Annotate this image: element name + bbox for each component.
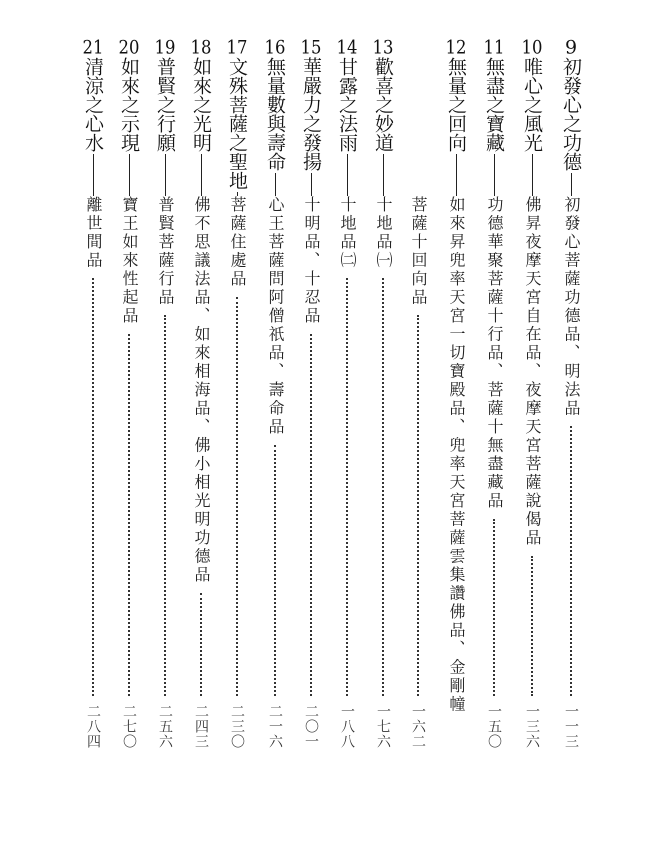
dot-leader bbox=[417, 315, 419, 696]
toc-entry bbox=[80, 38, 106, 696]
toc-entry bbox=[298, 38, 324, 696]
chapter-title bbox=[81, 38, 105, 152]
dot-leader bbox=[128, 334, 130, 697]
chapter-number: 11 bbox=[483, 38, 505, 57]
page-number: 一八八 bbox=[339, 704, 355, 749]
dot-leader bbox=[346, 278, 348, 696]
chapter-subtitle: 十地品㈠ bbox=[374, 196, 393, 270]
chapter-title-text: 甘露之法雨 bbox=[336, 57, 358, 152]
chapter-title bbox=[444, 38, 468, 152]
chapter-title bbox=[559, 38, 583, 171]
chapter-subtitle-continued: 菩薩十回向品 bbox=[409, 196, 428, 307]
dash-line bbox=[311, 173, 312, 196]
toc-entry bbox=[558, 38, 584, 696]
dash-line bbox=[532, 154, 533, 196]
page-number: 二八四 bbox=[85, 704, 101, 749]
dash-line bbox=[347, 154, 348, 196]
chapter-title bbox=[299, 38, 323, 171]
dash-line bbox=[165, 154, 166, 196]
toc-entry bbox=[224, 38, 250, 696]
chapter-title-text: 清涼之心水 bbox=[82, 57, 104, 152]
page-number: 一六二 bbox=[410, 704, 426, 749]
dot-leader bbox=[164, 315, 166, 696]
chapter-title bbox=[117, 38, 141, 152]
chapter-subtitle: 普賢菩薩行品 bbox=[156, 196, 175, 307]
chapter-subtitle: 功德華聚菩薩十行品、菩薩十無盡藏品 bbox=[485, 196, 504, 511]
chapter-title bbox=[153, 38, 177, 152]
chapter-number: 16 bbox=[264, 38, 286, 57]
dot-leader bbox=[200, 593, 202, 697]
chapter-title-text: 初發心之功德 bbox=[560, 57, 582, 171]
page-number: 二三〇 bbox=[229, 704, 245, 749]
dash-line bbox=[494, 154, 495, 196]
dot-leader bbox=[382, 278, 384, 696]
chapter-title-text: 如來之示現 bbox=[118, 57, 140, 152]
chapter-subtitle: 心王菩薩問阿僧祇品、壽命品 bbox=[266, 196, 285, 437]
chapter-number: 10 bbox=[521, 38, 543, 57]
dot-leader bbox=[92, 278, 94, 696]
chapter-subtitle: 離世間品 bbox=[84, 196, 103, 270]
dot-leader bbox=[274, 445, 276, 697]
chapter-title bbox=[335, 38, 359, 152]
chapter-title-text: 無量數與壽命 bbox=[264, 57, 286, 171]
chapter-title-text: 普賢之行願 bbox=[154, 57, 176, 152]
toc-entry bbox=[334, 38, 360, 696]
dash-line bbox=[93, 154, 94, 196]
page-number: 二一六 bbox=[267, 704, 283, 749]
page-number: 二四三 bbox=[193, 704, 209, 749]
toc-entry bbox=[262, 38, 288, 696]
toc-entry bbox=[481, 38, 507, 696]
chapter-number: 18 bbox=[190, 38, 212, 57]
chapter-title bbox=[520, 38, 544, 152]
page-number: 一一三 bbox=[563, 704, 579, 749]
page-number: 一三六 bbox=[524, 704, 540, 749]
chapter-number: 20 bbox=[118, 38, 140, 57]
toc-entry bbox=[370, 38, 396, 696]
chapter-title-text: 華嚴力之發揚 bbox=[300, 57, 322, 171]
chapter-subtitle: 佛昇夜摩天宮自在品、夜摩天宮菩薩說偈品 bbox=[523, 196, 542, 548]
toc-entry-continuation bbox=[405, 196, 431, 696]
chapter-title bbox=[225, 38, 249, 190]
chapter-title bbox=[189, 38, 213, 152]
chapter-title bbox=[371, 38, 395, 152]
chapter-subtitle: 寶王如來性起品 bbox=[120, 196, 139, 326]
dot-leader bbox=[570, 426, 572, 696]
toc-entry bbox=[443, 38, 469, 714]
chapter-number: 12 bbox=[445, 38, 467, 57]
chapter-number: 15 bbox=[300, 38, 322, 57]
chapter-title bbox=[263, 38, 287, 171]
page-number: 二五六 bbox=[157, 704, 173, 749]
chapter-subtitle: 初發心菩薩功德品、明法品 bbox=[562, 196, 581, 418]
dash-line bbox=[275, 173, 276, 196]
chapter-subtitle: 如來昇兜率天宮一切寶殿品、兜率天宮菩薩雲集讚佛品、金剛幢 bbox=[447, 196, 466, 714]
chapter-title-text: 文殊菩薩之聖地 bbox=[226, 57, 248, 190]
chapter-number: 21 bbox=[82, 38, 104, 57]
toc-entry bbox=[116, 38, 142, 696]
toc-entry bbox=[519, 38, 545, 696]
page-number: 二〇一 bbox=[303, 704, 319, 749]
chapter-title bbox=[482, 38, 506, 152]
dash-line bbox=[571, 173, 572, 196]
chapter-number: 17 bbox=[226, 38, 248, 57]
dot-leader bbox=[493, 519, 495, 697]
toc-entry bbox=[188, 38, 214, 696]
dash-line bbox=[129, 154, 130, 196]
dash-line bbox=[383, 154, 384, 196]
dot-leader bbox=[236, 297, 238, 697]
page-number: 一五〇 bbox=[486, 704, 502, 749]
chapter-subtitle: 十地品㈡ bbox=[338, 196, 357, 270]
page-number: 二七〇 bbox=[121, 704, 137, 749]
chapter-number: 14 bbox=[336, 38, 358, 57]
chapter-subtitle: 十明品、十忍品 bbox=[302, 196, 321, 326]
chapter-title-text: 歡喜之妙道 bbox=[372, 57, 394, 152]
chapter-title-text: 如來之光明 bbox=[190, 57, 212, 152]
toc-entry bbox=[152, 38, 178, 696]
dash-line bbox=[201, 154, 202, 196]
dash-line bbox=[456, 154, 457, 196]
chapter-number: 13 bbox=[372, 38, 394, 57]
chapter-title-text: 唯心之風光 bbox=[521, 57, 543, 152]
chapter-number: 9 bbox=[564, 38, 578, 57]
chapter-title-text: 無盡之寶藏 bbox=[483, 57, 505, 152]
dot-leader bbox=[310, 334, 312, 697]
chapter-subtitle: 佛不思議法品、如來相海品、佛小相光明功德品 bbox=[192, 196, 211, 585]
dot-leader bbox=[531, 556, 533, 697]
chapter-subtitle: 菩薩住處品 bbox=[228, 196, 247, 289]
page-number: 一七六 bbox=[375, 704, 391, 749]
chapter-title-text: 無量之回向 bbox=[445, 57, 467, 152]
chapter-number: 19 bbox=[154, 38, 176, 57]
